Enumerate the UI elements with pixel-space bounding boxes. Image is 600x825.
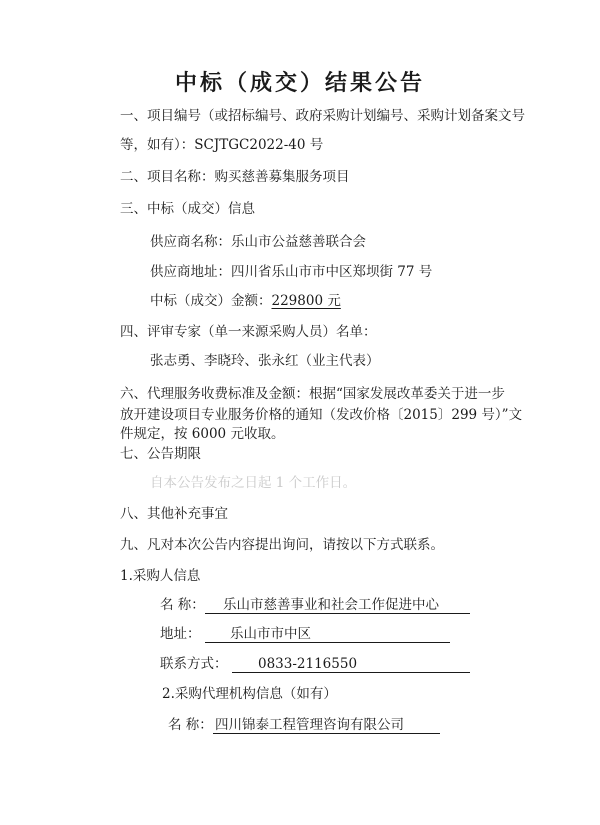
supplementary-heading: 八、其他补充事宜	[120, 506, 228, 522]
purchaser-name-label: 名 称：	[160, 597, 205, 613]
purchaser-contact-label: 联系方式：	[160, 656, 228, 672]
project-number-line-2: 等，如有）：SCJTGC2022-40 号	[120, 137, 324, 153]
agency-heading: 2.采购代理机构信息（如有）	[162, 686, 337, 702]
supplier-name: 供应商名称：乐山市公益慈善联合会	[150, 234, 366, 250]
purchaser-heading: 1.采购人信息	[120, 568, 201, 584]
supplier-address: 供应商地址：四川省乐山市市中区郑坝街 77 号	[150, 264, 433, 280]
purchaser-address-value: 乐山市市中区	[205, 625, 450, 643]
award-info-heading: 三、中标（成交）信息	[120, 201, 255, 217]
purchaser-name-value: 乐山市慈善事业和社会工作促进中心	[205, 596, 470, 614]
fee-line-2: 放开建设项目专业服务价格的通知（发改价格〔2015〕299 号）”文	[120, 407, 523, 423]
agency-name-label: 名 称：	[168, 717, 213, 733]
agency-name-value: 四川锦泰工程管理咨询有限公司	[213, 716, 440, 734]
experts-heading: 四、评审专家（单一来源采购人员）名单：	[120, 324, 377, 340]
experts-names: 张志勇、李晓玲、张永红（业主代表）	[150, 353, 380, 369]
fee-line-3: 件规定，按 6000 元收取。	[120, 426, 285, 442]
notice-period-text: 自本公告发布之日起 1 个工作日。	[150, 475, 357, 491]
fee-line-1: 六、代理服务收费标准及金额：根据“国家发展改革委关于进一步	[120, 386, 505, 402]
contact-intro: 九、凡对本次公告内容提出询问，请按以下方式联系。	[120, 537, 444, 553]
page-title: 中标（成交）结果公告	[174, 71, 425, 96]
project-name: 二、项目名称：购买慈善募集服务项目	[120, 169, 350, 185]
award-amount	[150, 292, 341, 310]
award-amount-value: 229800 元	[271, 293, 341, 309]
award-amount-label: 中标（成交）金额：	[150, 293, 272, 309]
purchaser-contact-value: 0833-2116550	[232, 655, 470, 673]
project-number-line-1: 一、项目编号（或招标编号、政府采购计划编号、采购计划备案文号	[120, 108, 525, 124]
purchaser-address-label: 地址：	[160, 626, 201, 642]
notice-period-heading: 七、公告期限	[120, 446, 201, 462]
